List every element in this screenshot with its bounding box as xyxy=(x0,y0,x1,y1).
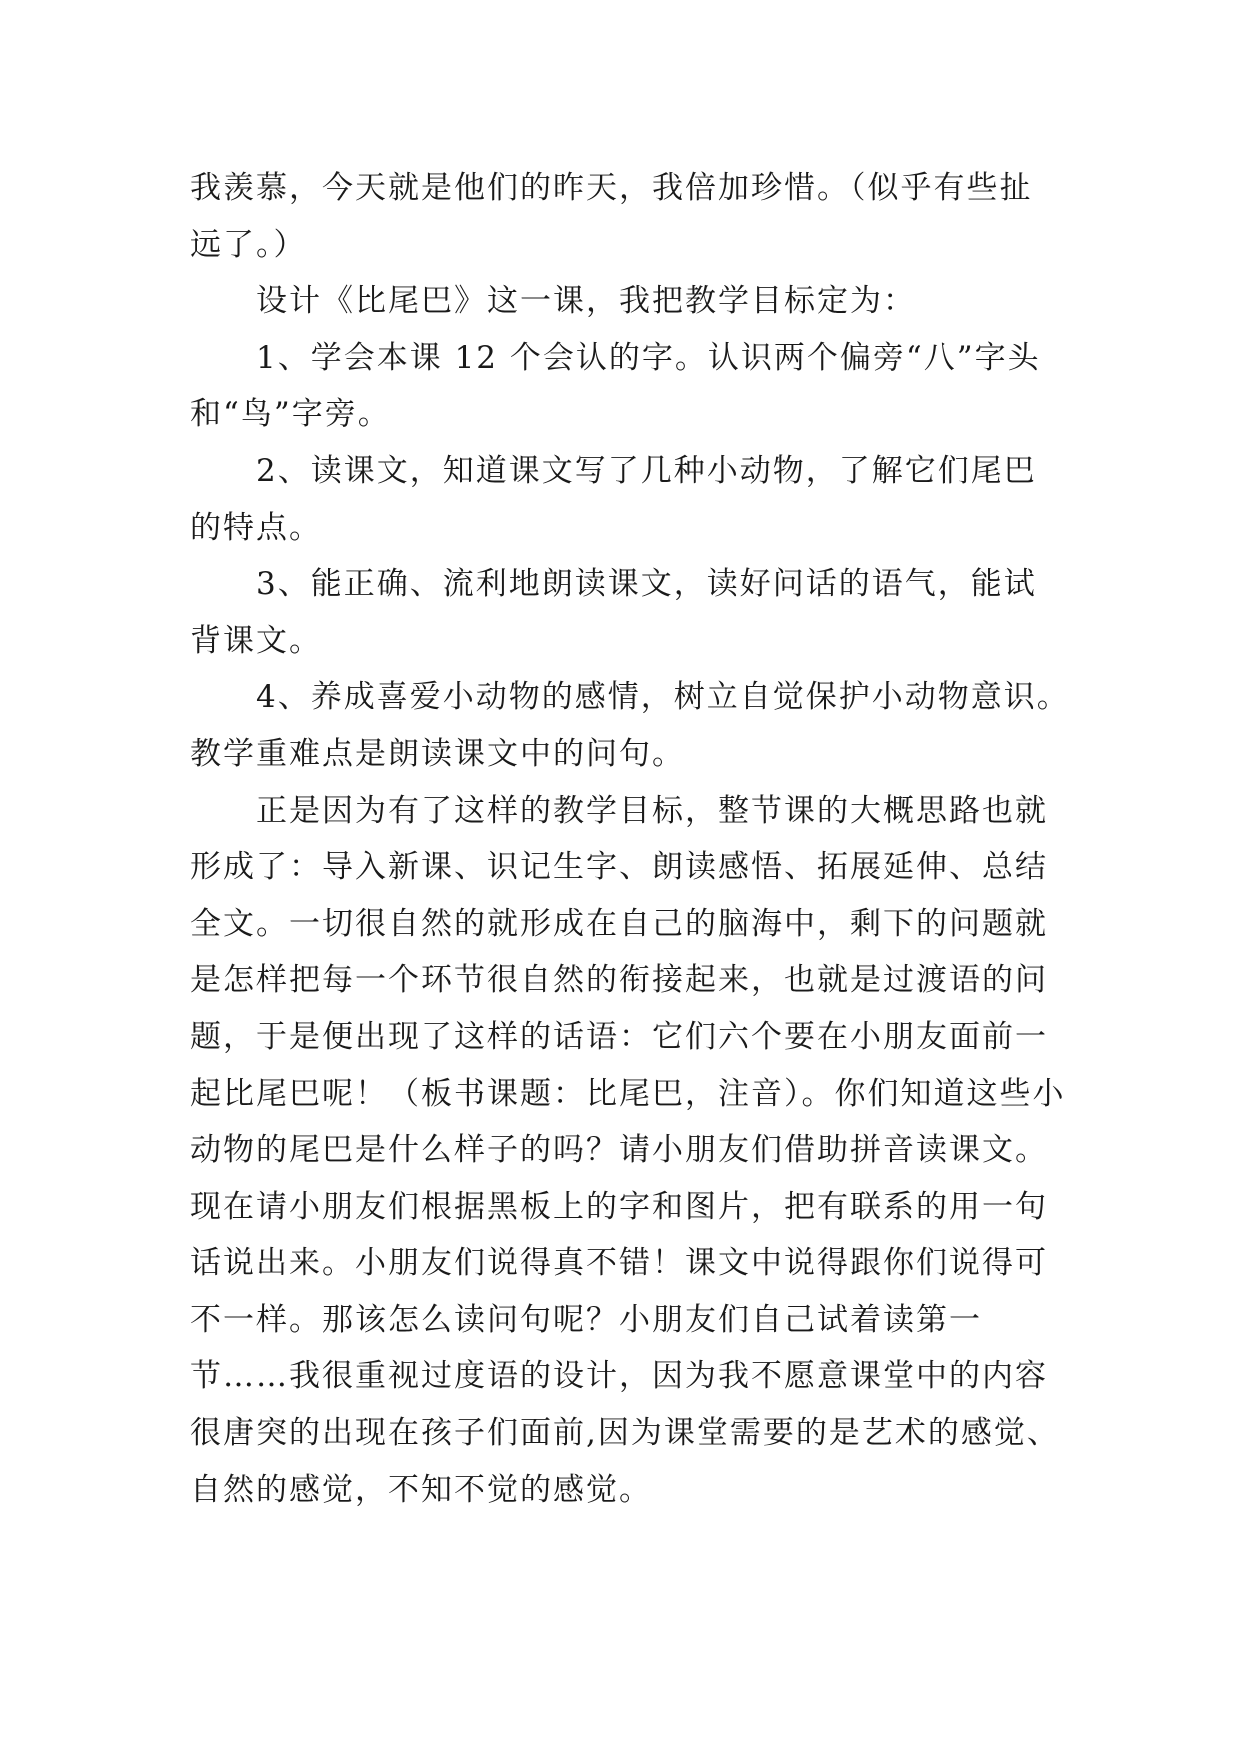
text-line: 设计《比尾巴》这一课，我把教学目标定为： xyxy=(256,283,916,320)
text-line: 2、读课文，知道课文写了几种小动物，了解它们尾巴 xyxy=(256,452,1037,489)
text-line: 远了。） xyxy=(190,226,307,263)
text-line: 我羡慕，今天就是他们的昨天，我倍加珍惜。（似乎有些扯 xyxy=(190,170,1033,206)
text-line: 起比尾巴呢！（板书课题：比尾巴，注音）。你们知道这些小 xyxy=(190,1075,1066,1112)
text-line: 的特点。 xyxy=(190,509,322,546)
text-line: 3、能正确、流利地朗读课文，读好问话的语气，能试 xyxy=(256,566,1037,603)
text-line: 4、养成喜爱小动物的感情，树立自觉保护小动物意识。 xyxy=(256,679,1070,716)
text-line: 节……我很重视过度语的设计，因为我不愿意课堂中的内容 xyxy=(190,1358,1048,1395)
text-line: 正是因为有了这样的教学目标，整节课的大概思路也就 xyxy=(256,792,1048,829)
text-line: 题，于是便出现了这样的话语：它们六个要在小朋友面前一 xyxy=(190,1018,1048,1055)
text-line: 全文。一切很自然的就形成在自己的脑海中，剩下的问题就 xyxy=(190,905,1048,942)
text-line: 现在请小朋友们根据黑板上的字和图片，把有联系的用一句 xyxy=(190,1188,1048,1225)
text-line: 1、学会本课 12 个会认的字。认识两个偏旁“八”字头 xyxy=(256,339,1041,376)
text-line: 话说出来。小朋友们说得真不错！课文中说得跟你们说得可 xyxy=(190,1245,1048,1282)
text-line: 是怎样把每一个环节很自然的衔接起来，也就是过渡语的问 xyxy=(190,962,1048,999)
text-line: 教学重难点是朗读课文中的问句。 xyxy=(190,735,685,772)
text-line: 背课文。 xyxy=(190,622,322,659)
text-line: 动物的尾巴是什么样子的吗？请小朋友们借助拼音读课文。 xyxy=(190,1132,1048,1169)
text-line: 自然的感觉，不知不觉的感觉。 xyxy=(190,1471,652,1508)
text-line: 很唐突的出现在孩子们面前,因为课堂需要的是艺术的感觉、 xyxy=(190,1415,1060,1452)
text-line: 不一样。那该怎么读问句呢？小朋友们自己试着读第一 xyxy=(190,1301,982,1338)
body-text xyxy=(190,160,1070,1518)
text-line: 形成了：导入新课、识记生字、朗读感悟、拓展延伸、总结 xyxy=(190,849,1048,886)
text-line: 和“鸟”字旁。 xyxy=(190,396,391,433)
